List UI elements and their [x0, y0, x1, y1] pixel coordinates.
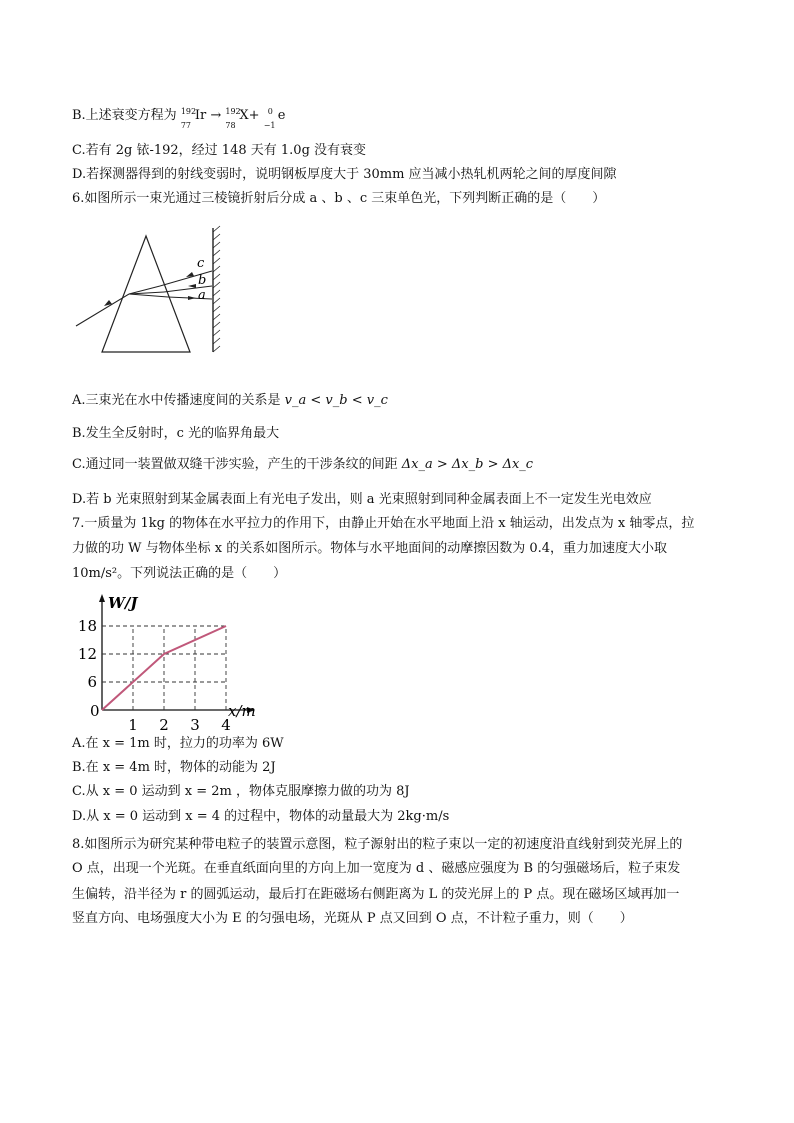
ray-a-inside — [129, 294, 168, 297]
q7-option-c: C.从 x = 0 运动到 x = 2m ，物体克服摩擦力做的功为 8J — [72, 784, 410, 799]
ray-a-arrow-icon — [188, 296, 196, 300]
work-displacement-chart — [72, 592, 272, 734]
q7-option-a: A.在 x = 1m 时，拉力的功率为 6W — [72, 736, 284, 751]
y-tick-label-6: 6 — [87, 673, 97, 691]
q5-option-b — [72, 107, 286, 130]
q5-b-prefix: B.上述衰变方程为 — [72, 108, 177, 123]
label-a: a — [198, 288, 206, 303]
y-axis-arrow-icon — [99, 594, 105, 602]
y-axis-label: W/J — [108, 594, 138, 612]
e-mass-number: 0 — [267, 107, 273, 116]
q5-option-d: D.若探测器得到的射线变弱时，说明钢板厚度大于 30mm 应当减小热轧机两轮之间的厚度间隙 — [72, 167, 617, 182]
x-tick-label-3: 3 — [190, 716, 200, 734]
q6-a-text: A.三束光在水中传播速度间的关系是 — [72, 393, 281, 408]
q6-c-formula: Δx_a > Δx_b > Δx_c — [401, 457, 534, 472]
q8-line4: 竖直方向、电场强度大小为 E 的匀强电场，光斑从 P 点又回到 O 点，不计粒子重力，则（ ） — [72, 911, 633, 926]
y-tick-label-12: 12 — [77, 645, 97, 663]
q7-stem-line2: 力做的功 W 与物体坐标 x 的关系如图所示。物体与水平地面间的动摩擦因数为 0.4，重力加速度大小取 — [72, 541, 668, 556]
ir-charge-number: 77 — [180, 121, 192, 130]
ray-b-arrow-icon — [188, 284, 196, 288]
prism-figure — [70, 222, 230, 357]
x-charge-number: 78 — [225, 121, 236, 130]
y-tick-label-18: 18 — [77, 617, 97, 635]
x-tick-label-4: 4 — [221, 716, 231, 734]
q6-option-c — [72, 456, 533, 474]
e-charge-number: −1 — [263, 121, 276, 130]
origin-label: 0 — [90, 702, 100, 720]
q7-stem-line1: 7.一质量为 1kg 的物体在水平拉力的作用下，由静止开始在水平地面上沿 x 轴运动，出发点为 x 轴零点，拉 — [72, 516, 695, 531]
q6-stem: 6.如图所示一束光通过三棱镜折射后分成 a 、b 、c 三束单色光，下列判断正确的是（ ） — [72, 191, 606, 206]
q5-option-c: C.若有 2g 铱-192，经过 148 天有 1.0g 没有衰变 — [72, 143, 367, 158]
q8-line3: 生偏转，沿半径为 r 的圆弧运动，最后打在距磁场右侧距离为 L 的荧光屏上的 P 点。现在磁场区域再加一 — [72, 887, 680, 902]
e-symbol: e — [277, 108, 286, 123]
grid-lines — [102, 626, 226, 710]
q6-a-formula: v_a < v_b < v_c — [284, 393, 388, 408]
prism-shape — [102, 236, 190, 352]
x-mass-number: 192 — [225, 107, 241, 116]
x-tick-label-2: 2 — [159, 716, 169, 734]
x-tick-label-1: 1 — [128, 716, 138, 734]
x-symbol: X — [239, 108, 249, 123]
plus-sign: + — [248, 108, 260, 123]
q7-option-b: B.在 x = 4m 时，物体的动能为 2J — [72, 760, 276, 775]
x-axis-label: x/m — [228, 702, 256, 720]
screen-hatching — [213, 226, 220, 352]
q7-stem-line3: 10m/s²。下列说法正确的是（ ） — [72, 566, 287, 581]
label-c: c — [197, 256, 205, 271]
ir-mass-number: 192 — [180, 107, 197, 116]
q6-option-d: D.若 b 光束照射到某金属表面上有光电子发出，则 a 光束照射到同种金属表面上不一定发生光电效应 — [72, 492, 652, 507]
decay-arrow: → — [210, 108, 222, 123]
q6-option-b: B.发生全反射时，c 光的临界角最大 — [72, 426, 280, 441]
q6-c-text: C.通过同一装置做双缝干涉实验，产生的干涉条纹的间距 — [72, 457, 398, 472]
q8-line2: O 点，出现一个光斑。在垂直纸面向里的方向上加一宽度为 d 、磁感应强度为 B 的匀强磁场后，粒子束发 — [72, 861, 681, 876]
incident-ray — [76, 294, 129, 326]
label-b: b — [198, 273, 207, 288]
ir-symbol: Ir — [194, 108, 207, 123]
q6-option-a — [72, 392, 388, 410]
q8-line1: 8.如图所示为研究某种带电粒子的装置示意图，粒子源射出的粒子束以一定的初速度沿直线射到荧光屏上的 — [72, 837, 683, 852]
q7-option-d: D.从 x = 0 运动到 x = 4 的过程中，物体的动量最大为 2kg·m/s — [72, 809, 450, 824]
